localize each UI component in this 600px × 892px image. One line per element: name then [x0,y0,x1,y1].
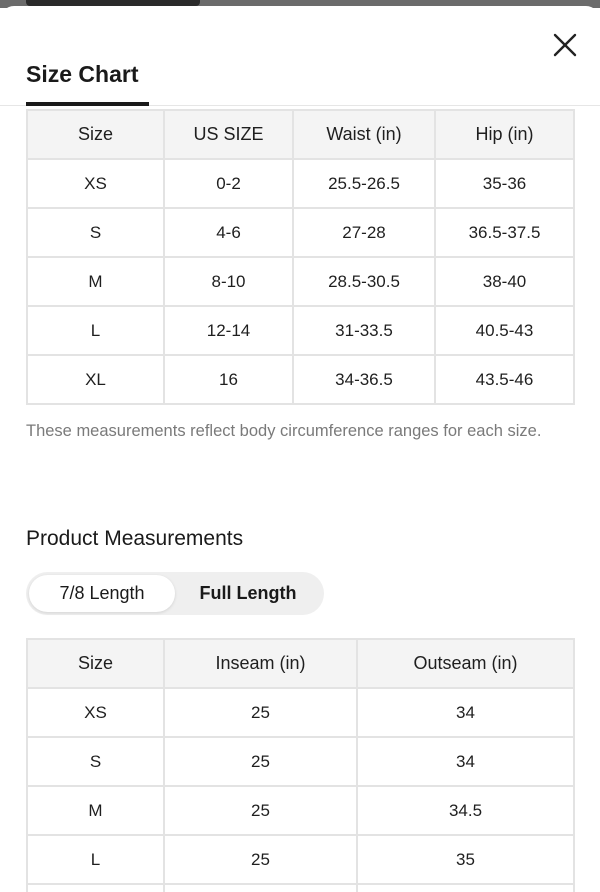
cell-inseam: 25 [164,786,357,835]
size-chart-table [26,109,575,405]
cell-size: S [27,208,164,257]
table-row [27,737,574,786]
cell-size: XL [27,355,164,404]
page-title: Size Chart [26,61,139,87]
cell-inseam: 25 [164,688,357,737]
title-underline [26,102,149,106]
column-header-hip: Hip (in) [435,110,574,159]
product-measurements-table [26,638,575,892]
cell-inseam: 25 [164,737,357,786]
table-row [27,159,574,208]
table-row [27,835,574,884]
cell-waist: 34-36.5 [293,355,435,404]
table-row [27,688,574,737]
cell-waist: 25.5-26.5 [293,159,435,208]
cell-hip: 38-40 [435,257,574,306]
cell-outseam [357,884,574,892]
cell-us-size: 4-6 [164,208,293,257]
cell-us-size: 0-2 [164,159,293,208]
cell-us-size: 8-10 [164,257,293,306]
cell-us-size: 12-14 [164,306,293,355]
cell-size [27,884,164,892]
section-title: Product Measurements [26,527,244,550]
close-icon [548,28,582,62]
length-toggle [26,572,324,615]
cell-hip: 43.5-46 [435,355,574,404]
cell-waist: 27-28 [293,208,435,257]
cell-size: L [27,835,164,884]
column-header-inseam: Inseam (in) [164,639,357,688]
column-header-us-size: US SIZE [164,110,293,159]
cell-size: M [27,257,164,306]
cell-inseam: 25 [164,835,357,884]
table-row [27,306,574,355]
table-row [27,786,574,835]
cell-outseam: 34 [357,688,574,737]
close-button[interactable] [548,28,582,62]
table-header-row [27,110,574,159]
cell-waist: 31-33.5 [293,306,435,355]
cell-inseam [164,884,357,892]
cell-outseam: 35 [357,835,574,884]
cell-outseam: 34 [357,737,574,786]
cell-hip: 36.5-37.5 [435,208,574,257]
cell-size: M [27,786,164,835]
table-row [27,355,574,404]
cell-us-size: 16 [164,355,293,404]
column-header-size: Size [27,639,164,688]
measurements-note: These measurements reflect body circumference ranges for each size. [26,422,542,440]
cell-outseam: 34.5 [357,786,574,835]
tab-7-8-length[interactable]: 7/8 Length [29,575,175,612]
cell-size: L [27,306,164,355]
cell-size: S [27,737,164,786]
tab-full-length[interactable]: Full Length [199,583,297,603]
column-header-size: Size [27,110,164,159]
table-row [27,884,574,892]
table-header-row [27,639,574,688]
cell-hip: 35-36 [435,159,574,208]
sheet-header [0,6,600,106]
cell-size: XS [27,688,164,737]
table-row [27,208,574,257]
cell-waist: 28.5-30.5 [293,257,435,306]
table-row [27,257,574,306]
column-header-outseam: Outseam (in) [357,639,574,688]
cell-size: XS [27,159,164,208]
cell-hip: 40.5-43 [435,306,574,355]
column-header-waist: Waist (in) [293,110,435,159]
size-chart-sheet [0,6,600,892]
